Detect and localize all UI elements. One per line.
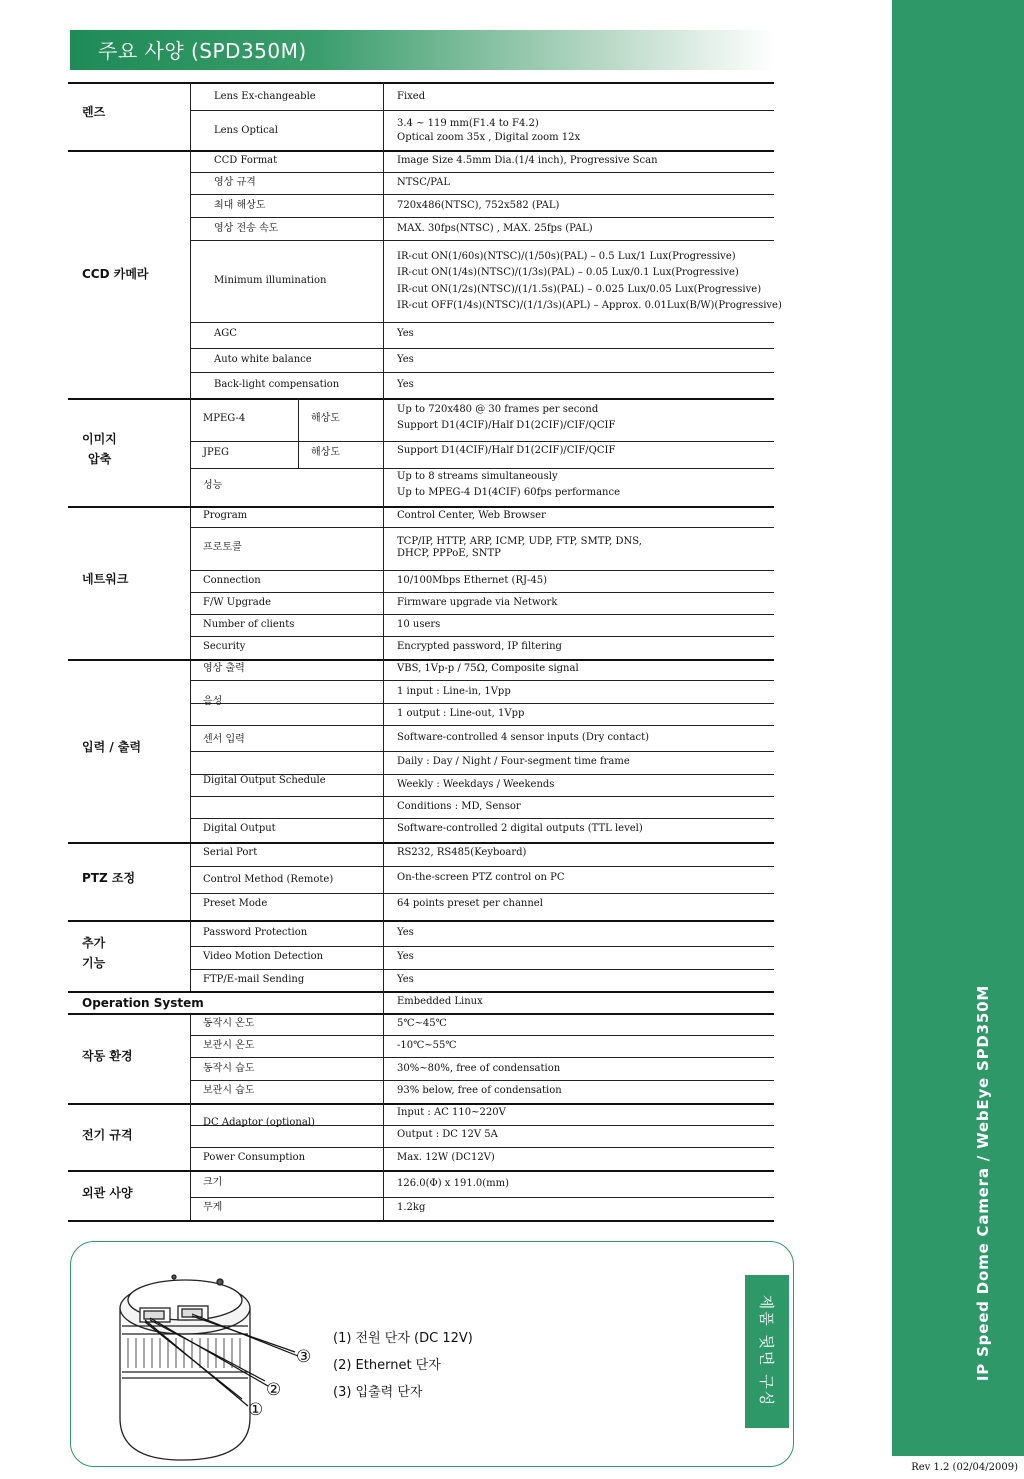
row-separator [190,946,774,947]
spec-label: 보관시 온도 [203,1040,255,1051]
row-separator [190,527,774,528]
row-separator [190,194,774,195]
spec-label: 영상 전송 속도 [214,223,279,234]
spec-value: Optical zoom 35x , Digital zoom 12x [397,132,581,143]
side-strip [892,0,1024,1479]
row-separator [190,570,774,571]
spec-value: 30%~80%, free of condensation [397,1063,561,1074]
spec-value: Support D1(4CIF)/Half D1(2CIF)/CIF/QCIF [397,420,616,431]
spec-value: Daily : Day / Night / Four-segment time frame [397,756,630,767]
spec-value: Yes [397,974,414,985]
row-separator [190,614,774,615]
revision-text: Rev 1.2 (02/04/2009) [911,1462,1018,1473]
page-title: 주요 사양 (SPD350M) [98,39,307,63]
spec-label: Security [203,641,246,652]
spec-value: Weekly : Weekdays / Weekends [397,779,555,790]
spec-value: Fixed [397,91,426,102]
legend-power: (1) 전원 단자 (DC 12V) [333,1331,473,1346]
spec-value: Yes [397,927,414,938]
spec-value: Input : AC 110~220V [397,1107,506,1118]
column-separator [190,1013,191,1220]
row-separator [190,636,774,637]
spec-label: JPEG [203,447,230,458]
row-separator [190,372,774,373]
spec-label: Lens Optical [214,125,278,136]
section-separator [68,1220,774,1222]
spec-value: Up to 8 streams simultaneously [397,471,558,482]
spec-label: Digital Output Schedule [203,775,326,786]
spec-value: Output : DC 12V 5A [397,1129,498,1140]
spec-label: AGC [214,328,237,339]
spec-value: Up to MPEG-4 D1(4CIF) 60fps performance [397,487,620,498]
spec-label: Back-light compensation [214,379,340,390]
spec-value: IR-cut ON(1/60s)(NTSC)/(1/50s)(PAL) – 0.5 Lux/1 Lux(Progressive) [397,251,736,262]
marker-1: ① [248,1400,264,1420]
spec-value: Image Size 4.5mm Dia.(1/4 inch), Progressive Scan [397,155,658,166]
row-separator [190,1057,774,1058]
row-separator [190,110,774,111]
spec-value: Conditions : MD, Sensor [397,801,521,812]
spec-value: 126.0(Φ) x 191.0(mm) [397,1178,510,1189]
spec-label: 보관시 습도 [203,1085,255,1096]
spec-value: 720x486(NTSC), 752x582 (PAL) [397,200,560,211]
spec-label: Digital Output [203,823,276,834]
row-separator [190,969,774,970]
section-separator [68,842,774,844]
row-separator [190,217,774,218]
row-separator [190,1035,774,1036]
row-separator [190,322,774,323]
spec-label: 성능 [203,480,223,491]
cat-network: 네트워크 [82,572,129,586]
spec-value: Yes [397,354,414,365]
spec-label: 영상 규격 [214,177,256,188]
spec-value: 1 input : Line-in, 1Vpp [397,686,511,697]
cat-io: 입력 / 출력 [82,740,142,754]
spec-label: 프로토콜 [203,542,242,553]
product-vertical-title: IP Speed Dome Camera / WebEye SPD350M [974,984,992,1382]
spec-label: 해상도 [311,447,340,458]
cat-function: 기능 [82,956,106,970]
spec-value: 10/100Mbps Ethernet (RJ-45) [397,575,547,586]
legend-ethernet: (2) Ethernet 단자 [333,1358,441,1373]
section-separator [68,920,774,922]
spec-value: Yes [397,328,414,339]
legend-io: (3) 입출력 단자 [333,1385,423,1400]
spec-value: IR-cut ON(1/4s)(NTSC)/(1/3s)(PAL) – 0.05 Lux/0.1 Lux(Progressive) [397,267,739,278]
spec-value: Software-controlled 4 sensor inputs (Dry contact) [397,732,650,743]
row-separator [190,441,774,442]
cat-ccd-camera: CCD 카메라 [82,267,149,281]
row-separator [190,893,774,894]
spec-value: IR-cut OFF(1/4s)(NTSC)/(1/1/3s)(APL) – Approx. 0.01Lux(B/W)(Progressive) [397,300,782,311]
spec-value: Max. 12W (DC12V) [397,1152,495,1163]
spec-value: Encrypted password, IP filtering [397,641,562,652]
spec-value: Software-controlled 2 digital outputs (TTL level) [397,823,643,834]
spec-value: -10℃~55℃ [397,1040,457,1051]
spec-value: Yes [397,379,414,390]
spec-value: Firmware upgrade via Network [397,597,558,608]
row-separator [190,1080,774,1081]
spec-value: 64 points preset per channel [397,898,543,909]
spec-value: Control Center, Web Browser [397,510,546,521]
spec-label: Preset Mode [203,898,268,909]
column-separator [190,82,191,991]
spec-label: Video Motion Detection [203,951,324,962]
spec-value: VBS, 1Vp-p / 75Ω, Composite signal [397,663,579,674]
spec-label: Connection [203,575,261,586]
spec-label: FTP/E-mail Sending [203,974,305,985]
spec-label: Password Protection [203,927,308,938]
cat-image: 이미지 [82,432,117,446]
spec-label: Auto white balance [214,354,312,365]
section-separator [68,150,774,152]
spec-value: TCP/IP, HTTP, ARP, ICMP, UDP, FTP, SMTP, DNS, [397,536,642,547]
spec-label: Minimum illumination [214,275,327,286]
spec-value: NTSC/PAL [397,177,450,188]
spec-label: Lens Ex-changeable [214,91,316,102]
marker-2: ② [266,1380,282,1400]
row-separator [190,725,774,726]
spec-value: IR-cut ON(1/2s)(NTSC)/(1/1.5s)(PAL) – 0.025 Lux/0.05 Lux(Progressive) [397,284,762,295]
row-separator [190,172,774,173]
cat-ptz: PTZ 조정 [82,871,136,885]
cat-operation-system: Operation System [82,996,204,1010]
cat-lens: 렌즈 [82,105,106,119]
rear-panel-label: 제품 뒷면 구성 [757,1294,776,1408]
spec-label: Power Consumption [203,1152,306,1163]
row-separator [190,818,774,819]
spec-value: Embedded Linux [397,996,483,1007]
spec-label: Control Method (Remote) [203,874,334,885]
spec-value: Support D1(4CIF)/Half D1(2CIF)/CIF/QCIF [397,445,616,456]
spec-value: 93% below, free of condensation [397,1085,562,1096]
row-separator [190,751,774,752]
spec-value: 1.2kg [397,1202,426,1213]
spec-label: DC Adaptor (optional) [203,1117,315,1128]
spec-value: 3.4 ~ 119 mm(F1.4 to F4.2) [397,118,539,129]
row-separator [190,1147,774,1148]
spec-label: 최대 해상도 [214,200,266,211]
spec-value: 1 output : Line-out, 1Vpp [397,708,525,719]
row-separator [190,348,774,349]
spec-label: CCD Format [214,155,278,166]
section-separator [68,1013,774,1015]
spec-label: Program [203,510,248,521]
section-separator [68,991,774,993]
column-separator [383,82,384,1220]
spec-label: 크기 [203,1177,223,1188]
cat-extra: 추가 [82,936,106,950]
spec-value: 5℃~45℃ [397,1018,447,1029]
spec-label: MPEG-4 [203,413,246,424]
cat-electrical: 전기 규격 [82,1128,133,1142]
spec-label: Number of clients [203,619,295,630]
cat-compression: 압축 [88,452,112,466]
row-separator [190,703,774,704]
row-separator [190,680,774,681]
spec-label: 동작시 온도 [203,1018,255,1029]
row-separator [190,796,774,797]
cat-exterior: 외관 사양 [82,1186,133,1200]
spec-value: MAX. 30fps(NTSC) , MAX. 25fps (PAL) [397,223,593,234]
spec-label: Serial Port [203,847,258,858]
section-separator [68,1170,774,1172]
spec-value: DHCP, PPPoE, SNTP [397,548,501,559]
spec-value: RS232, RS485(Keyboard) [397,847,527,858]
spec-value: Up to 720x480 @ 30 frames per second [397,404,599,415]
section-separator [68,398,774,400]
row-separator [190,592,774,593]
row-separator [190,240,774,241]
cat-environment: 작동 환경 [82,1049,133,1063]
spec-value: 10 users [397,619,441,630]
spec-label: 무게 [203,1202,223,1213]
spec-label: 동작시 습도 [203,1063,255,1074]
spec-label: F/W Upgrade [203,597,272,608]
row-separator [190,866,774,867]
row-separator [190,1197,774,1198]
spec-value: Yes [397,951,414,962]
spec-label: 센서 입력 [203,734,245,745]
section-separator [68,82,774,84]
spec-label: 음성 [203,696,223,707]
spec-label: 해상도 [311,413,340,424]
column-separator [298,398,299,468]
marker-3: ③ [296,1347,312,1367]
spec-label: 영상 출력 [203,663,245,674]
spec-value: On-the-screen PTZ control on PC [397,872,565,883]
